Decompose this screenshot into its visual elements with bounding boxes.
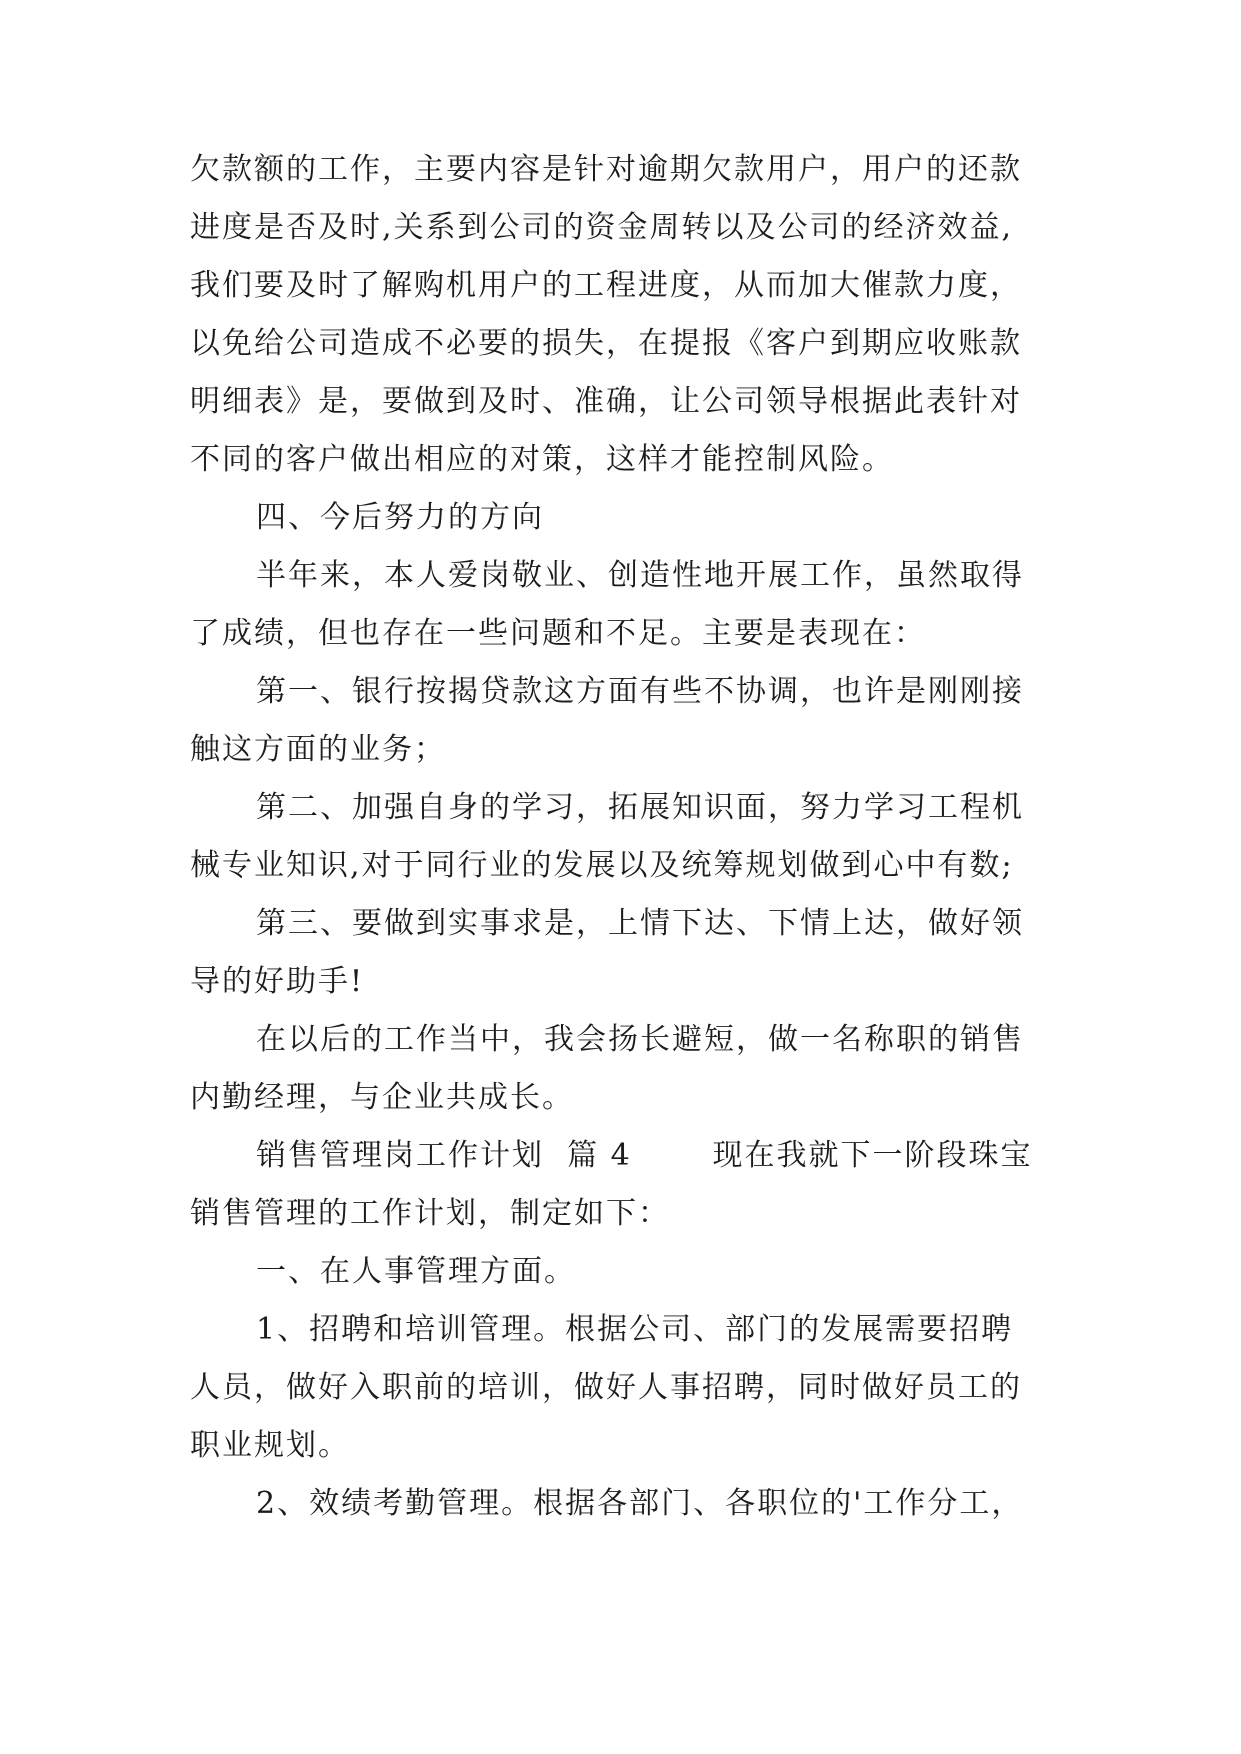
text-line: 我们要及时了解购机用户的工程进度，从而加大催款力度，	[190, 268, 1022, 303]
text-line: 在以后的工作当中，我会扬长避短，做一名称职的销售	[256, 1022, 1024, 1057]
text-line: 2、效绩考勤管理。根据各部门、各职位的'工作分工，	[256, 1486, 1024, 1521]
text-line: 1、招聘和培训管理。根据公司、部门的发展需要招聘	[256, 1312, 1014, 1347]
text-line: 职业规划。	[190, 1428, 350, 1463]
text-line: 不同的客户做出相应的对策，这样才能控制风险。	[190, 442, 894, 477]
section-heading: 一、在人事管理方面。	[256, 1254, 576, 1289]
text-line: 导的好助手!	[190, 964, 365, 999]
text-line: 人员，做好入职前的培训，做好人事招聘，同时做好员工的	[190, 1370, 1022, 1405]
section-title-line: 销售管理岗工作计划 篇 4 现在我就下一阶段珠宝	[256, 1138, 1033, 1173]
text-line: 第二、加强自身的学习，拓展知识面，努力学习工程机	[256, 790, 1024, 825]
text-line: 半年来，本人爱岗敬业、创造性地开展工作，虽然取得	[256, 558, 1024, 593]
text-line: 以免给公司造成不必要的损失，在提报《客户到期应收账款	[190, 326, 1022, 361]
text-line: 欠款额的工作，主要内容是针对逾期欠款用户，用户的还款	[190, 152, 1022, 187]
text-line: 第一、银行按揭贷款这方面有些不协调，也许是刚刚接	[256, 674, 1024, 709]
text-line: 销售管理的工作计划，制定如下：	[190, 1196, 670, 1231]
text-line: 触这方面的业务；	[190, 732, 446, 767]
text-line: 了成绩，但也存在一些问题和不足。主要是表现在：	[190, 616, 926, 651]
text-line: 明细表》是，要做到及时、准确，让公司领导根据此表针对	[190, 384, 1022, 419]
section-heading: 四、今后努力的方向	[256, 500, 544, 535]
text-line: 械专业知识,对于同行业的发展以及统筹规划做到心中有数;	[190, 848, 1014, 883]
text-line: 进度是否及时,关系到公司的资金周转以及公司的经济效益,	[190, 210, 1014, 245]
text-line: 内勤经理，与企业共成长。	[190, 1080, 574, 1115]
text-line: 第三、要做到实事求是，上情下达、下情上达，做好领	[256, 906, 1024, 941]
